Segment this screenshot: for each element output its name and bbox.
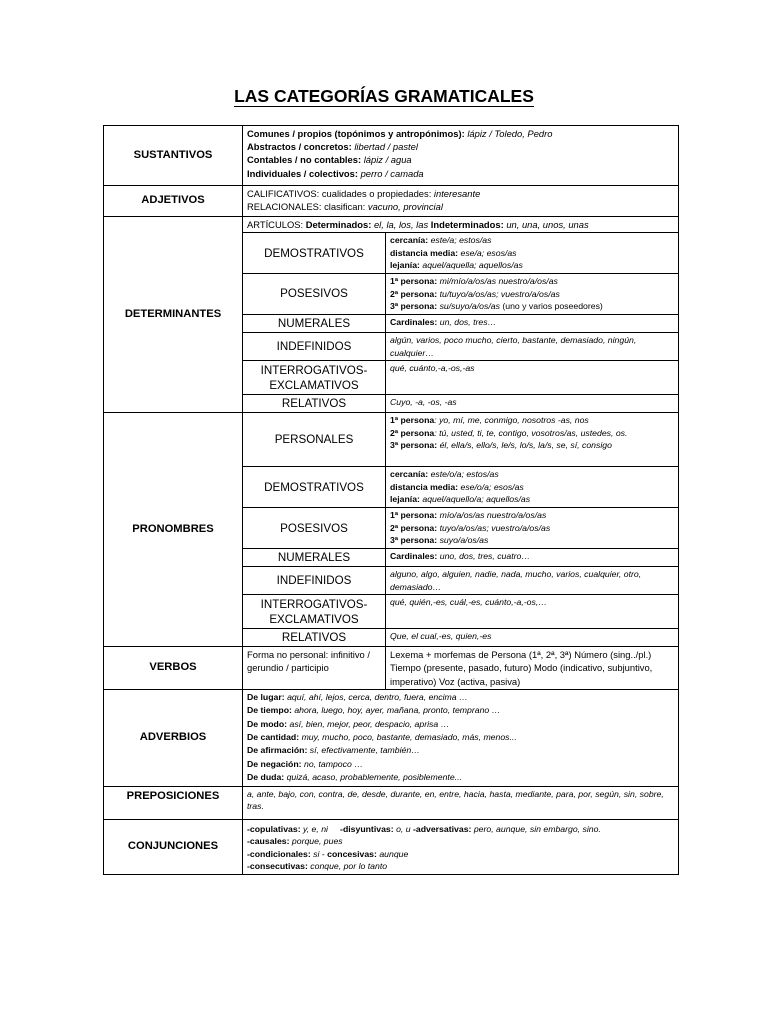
subcategory-content: 1ª persona: mi/mío/a/os/as nuestro/a/os/as 2ª persona: tu/tuyo/a/os/as; vuestro/a/os/as 3ª persona: su/suyo/a/os/as (uno y varios poseedores) — [386, 273, 679, 314]
row-conjunciones — [104, 819, 679, 874]
subcategory-content: algún, varios, poco mucho, cierto, bastante, demasiado, ningún, cualquier… — [386, 332, 679, 360]
grammar-table — [103, 125, 679, 875]
row-sustantivos — [104, 126, 679, 186]
subcategory-label: INTERROGATIVOS-EXCLAMATIVOS — [243, 595, 386, 629]
subcategory-content: qué, cuánto,-a,-os,-as — [386, 361, 679, 395]
category-label: SUSTANTIVOS — [104, 126, 243, 186]
category-label: DETERMINANTES — [104, 217, 243, 413]
subcategory-content: 1ª persona: mío/a/os/as nuestro/a/os/as 2ª persona: tuyo/a/os/as; vuestro/a/os/as 3ª persona: suyo/a/os/as — [386, 508, 679, 549]
subcategory-label: PERSONALES — [243, 413, 386, 467]
subcategory-content: qué, quién,-es, cuál,-es, cuánto,-a,-os,… — [386, 595, 679, 629]
category-content: -copulativas: y, e, ni -disyuntivas: o, u -adversativas: pero, aunque, sin embargo, sino. -causales: porque, pues -condicionales: si - concesivas: aunque -consecutivas: conque, por lo tanto — [243, 819, 679, 874]
category-label: PREPOSICIONES — [104, 786, 243, 819]
pro-personales-row — [104, 413, 679, 467]
category-label: CONJUNCIONES — [104, 819, 243, 874]
subcategory-content: cercanía: este/a; estos/as distancia media: ese/a; esos/as lejanía: aquel/aquella; aquellos/as — [386, 233, 679, 274]
subcategory-content: Cuyo, -a, -os, -as — [386, 395, 679, 413]
verbos-left: Forma no personal: infinitivo / gerundio / participio — [243, 647, 386, 690]
subcategory-label: DEMOSTRATIVOS — [243, 233, 386, 274]
subcategory-label: POSESIVOS — [243, 508, 386, 549]
category-content: De lugar: aquí, ahí, lejos, cerca, dentro, fuera, encima … De tiempo: ahora, luego, hoy, ayer, mañana, pronto, temprano … De modo: así, bien, mejor, peor, despacio, aprisa … De cantidad: muy, mucho, poco, bastante, demasiado, más, menos... De afirmación: sí, efectivamente, también… De negación: no, tampoco … De duda: quizá, acaso, probablemente, posiblemente... — [243, 689, 679, 786]
subcategory-label: INDEFINIDOS — [243, 332, 386, 360]
subcategory-content: Cardinales: uno, dos, tres, cuatro… — [386, 548, 679, 566]
subcategory-content: Cardinales: un, dos, tres… — [386, 314, 679, 332]
category-content: CALIFICATIVOS: cualidades o propiedades: interesante RELACIONALES: clasifican: vacuno, provincial — [243, 186, 679, 217]
subcategory-content: cercanía: este/o/a; estos/as distancia media: ese/o/a; esos/as lejanía: aquel/aquello/a; aquellos/as — [386, 467, 679, 508]
category-content: a, ante, bajo, con, contra, de, desde, durante, en, entre, hacia, hasta, mediante, para, por, según, sin, sobre, tras. — [243, 786, 679, 819]
row-verbos — [104, 647, 679, 690]
subcategory-label: DEMOSTRATIVOS — [243, 467, 386, 508]
category-label: ADVERBIOS — [104, 689, 243, 786]
subcategory-label: POSESIVOS — [243, 273, 386, 314]
category-label: ADJETIVOS — [104, 186, 243, 217]
subcategory-content: alguno, algo, alguien, nadie, nada, mucho, varios, cualquier, otro, demasiado… — [386, 566, 679, 594]
category-label: PRONOMBRES — [104, 413, 243, 647]
category-label: VERBOS — [104, 647, 243, 690]
subcategory-label: RELATIVOS — [243, 629, 386, 647]
row-determinantes-articulos — [104, 217, 679, 233]
subcategory-content: 1ª persona: yo, mí, me, conmigo, nosotros -as, nos 2ª persona: tú, usted, ti, te, contigo, vosotros/as, ustedes, os. 3ª persona: él, ella/s, ello/s, le/s, lo/s, la/s, se, sí, consigo — [386, 413, 679, 467]
subcategory-label: INDEFINIDOS — [243, 566, 386, 594]
subcategory-content: Que, el cual,-es, quien,-es — [386, 629, 679, 647]
subcategory-label: NUMERALES — [243, 548, 386, 566]
page-title: LAS CATEGORÍAS GRAMATICALES — [234, 86, 534, 106]
subcategory-label: INTERROGATIVOS-EXCLAMATIVOS — [243, 361, 386, 395]
row-adjetivos — [104, 186, 679, 217]
articulos-content: ARTÍCULOS: Determinados: el, la, los, las Indeterminados: un, una, unos, unas — [243, 217, 679, 233]
verbos-right: Lexema + morfemas de Persona (1ª, 2ª, 3ª) Número (sing../pl.) Tiempo (presente, pasado, futuro) Modo (indicativo, subjuntivo, imperativo) Voz (activa, pasiva) — [386, 647, 679, 690]
subcategory-label: RELATIVOS — [243, 395, 386, 413]
category-content: Comunes / propios (topónimos y antropónimos): lápiz / Toledo, Pedro Abstractos / concretos: libertad / pastel Contables / no contables: lápiz / agua Individuales / colectivos: perro / camada — [243, 126, 679, 186]
row-adverbios — [104, 689, 679, 786]
subcategory-label: NUMERALES — [243, 314, 386, 332]
row-preposiciones — [104, 786, 679, 819]
